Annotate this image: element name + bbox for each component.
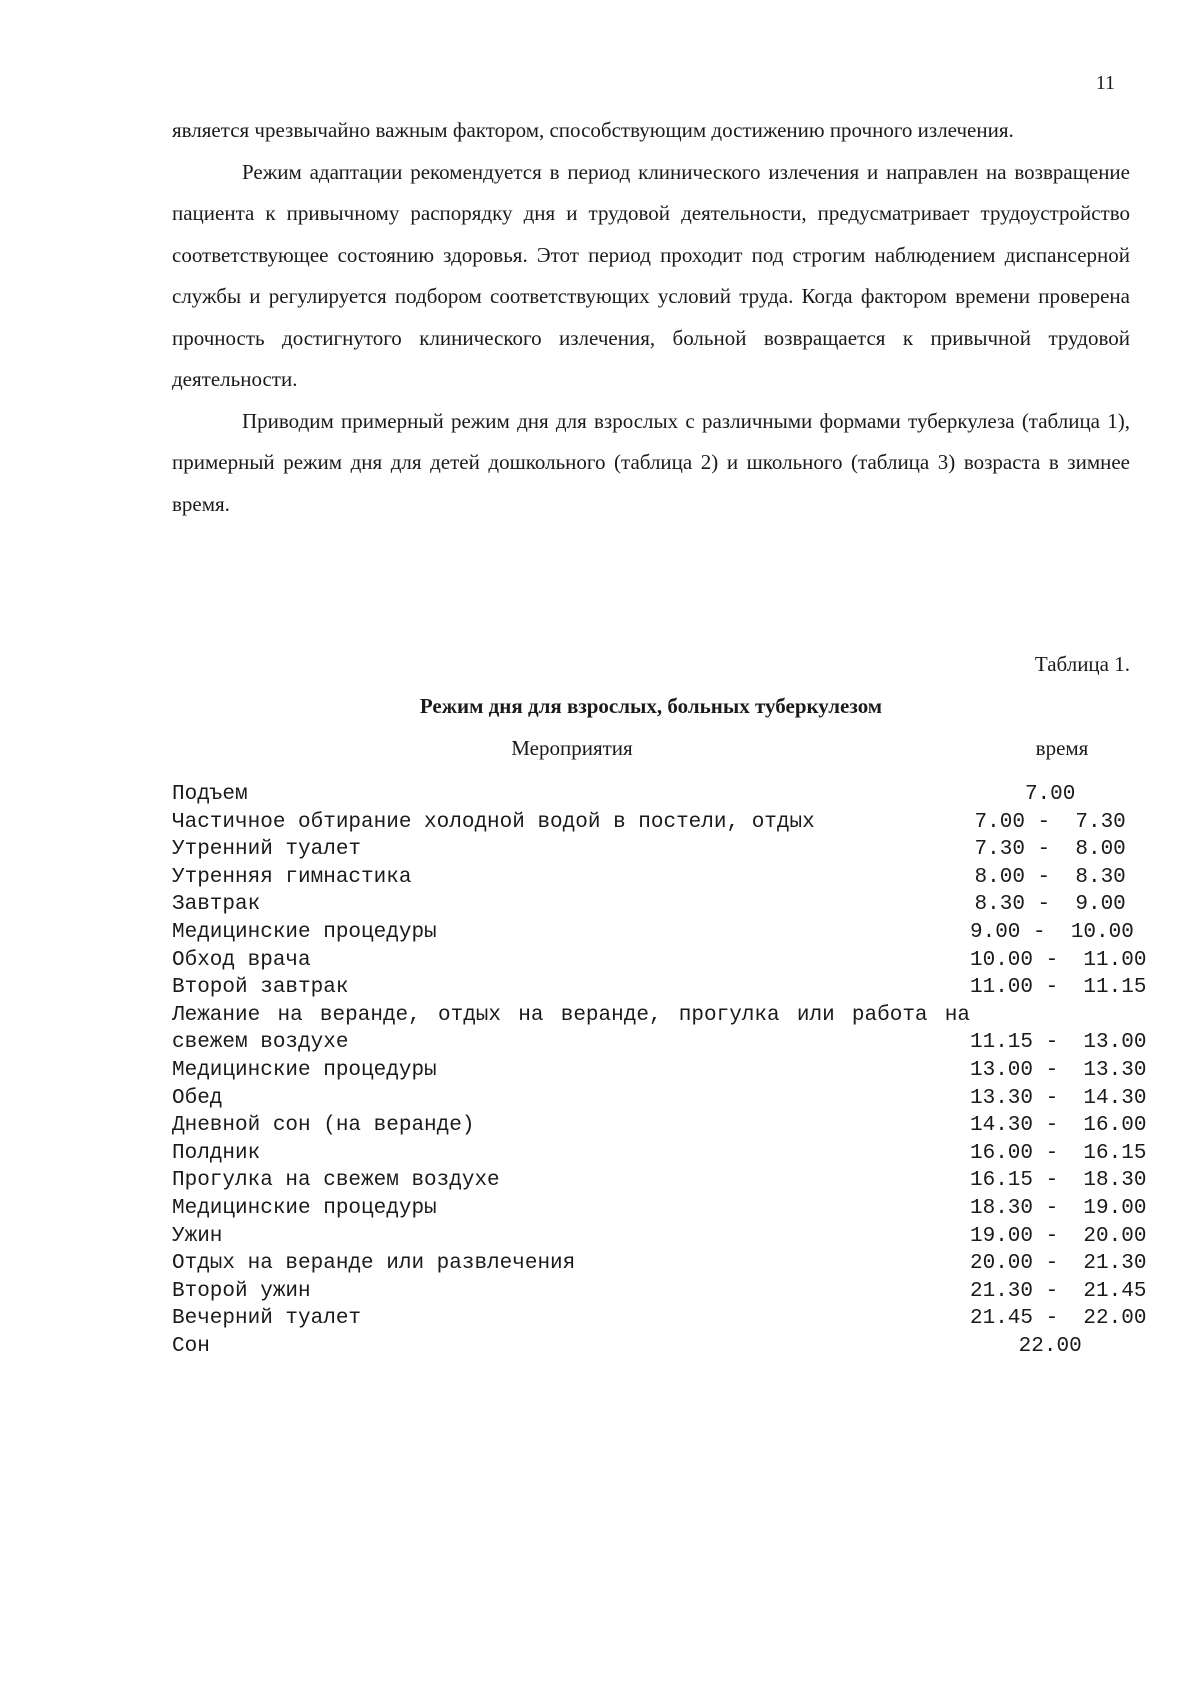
row-time: 11.15 - 13.00 [970, 1031, 1147, 1055]
row-activity: Лежание на веранде, отдых на веранде, прогулка или работа на свежем воздухе [172, 1003, 970, 1055]
row-activity: Прогулка на свежем воздухе [172, 1169, 500, 1193]
table-row [172, 974, 1147, 1002]
table-title: Режим дня для взрослых, больных туберкулезом [419, 694, 883, 718]
table-row [172, 1112, 1147, 1140]
row-activity: Подъем [172, 783, 248, 806]
header-activity: Мероприятия [511, 736, 633, 760]
table-row [172, 1140, 1147, 1168]
row-time: 18.30 - 19.00 [970, 1196, 1147, 1220]
row-activity: Медицинские процедуры [172, 1058, 437, 1082]
row-time: 21.30 - 21.45 [970, 1279, 1147, 1303]
schedule-table [172, 781, 1147, 1360]
row-time: 13.00 - 13.30 [970, 1058, 1147, 1082]
row-time: 19.00 - 20.00 [970, 1224, 1147, 1248]
row-time: 16.15 - 18.30 [970, 1169, 1147, 1193]
row-time: 16.00 - 16.15 [970, 1141, 1147, 1165]
row-activity: Медицинские процедуры [172, 1196, 437, 1220]
table-row [172, 1057, 1147, 1085]
row-time: 14.30 - 16.00 [970, 1114, 1147, 1138]
row-time: 8.30 - 9.00 [974, 893, 1126, 917]
row-time: 21.45 - 22.00 [970, 1307, 1147, 1331]
table-caption: Таблица 1. [1034, 652, 1130, 676]
paragraph-continuation: является чрезвычайно важным фактором, способствующим достижению прочного излечения. [172, 118, 1014, 142]
table-row [172, 1250, 1147, 1278]
table-row [172, 891, 1130, 919]
table-row [172, 1305, 1147, 1333]
table-row [172, 1195, 1147, 1223]
paragraph-schedule-intro: Приводим примерный режим дня для взрослых с различными формами туберкулеза (таблица 1), примерный режим дня для детей дошкольного (таблица 2) и школьного (таблица 3) возраста в зимнее время. [172, 408, 1130, 516]
row-activity: Отдых на веранде или развлечения [172, 1252, 576, 1276]
table-row [172, 1333, 1130, 1361]
row-time: 9.00 - 10.00 [970, 920, 1134, 944]
table-row [172, 836, 1130, 864]
table-row [172, 919, 1134, 947]
row-activity: Утренний туалет [172, 838, 362, 862]
row-activity: Утренняя гимнастика [172, 865, 412, 889]
table-row [172, 864, 1130, 892]
header-time: время [1035, 736, 1089, 760]
row-activity: Вечерний туалет [172, 1307, 362, 1331]
row-activity: Сон [172, 1334, 210, 1358]
page-number: 11 [1095, 72, 1115, 94]
row-activity: Полдник [172, 1141, 261, 1165]
row-activity: Медицинские процедуры [172, 920, 437, 944]
table-row [172, 1085, 1147, 1113]
body-text [172, 110, 1130, 525]
row-time: 22.00 [1018, 1334, 1082, 1358]
table-row [172, 1223, 1147, 1251]
row-time: 10.00 - 11.00 [970, 948, 1147, 972]
table-row [172, 781, 1130, 809]
table-row [172, 947, 1147, 975]
row-activity: Ужин [172, 1224, 223, 1248]
paragraph-adaptation-regime: Режим адаптации рекомендуется в период клинического излечения и направлен на возвращение пациента к привычному распорядку дня и трудовой деятельности, предусматривает трудоустройство соответствующее состоянию здоровья. Этот период проходит под строгим наблюдением диспансерной службы и регулируется подбором соответствующих условий труда. Когда фактором времени проверена прочность достигнутого клинического излечения, больной возвращается к привычной трудовой деятельности. [172, 159, 1130, 391]
row-time: 7.30 - 8.00 [974, 838, 1126, 862]
row-activity: Обед [172, 1086, 223, 1110]
row-time: 11.00 - 11.15 [970, 976, 1147, 1000]
table-row [172, 1278, 1147, 1306]
row-activity: Второй ужин [172, 1279, 311, 1303]
row-time: 7.00 [1024, 783, 1076, 806]
row-activity: Второй завтрак [172, 976, 349, 1000]
row-activity: Обход врача [172, 948, 311, 972]
table-row [172, 809, 1130, 837]
row-time: 7.00 - 7.30 [974, 810, 1126, 834]
row-activity: Завтрак [172, 893, 261, 917]
table-row [172, 1167, 1147, 1195]
row-time: 20.00 - 21.30 [970, 1252, 1147, 1276]
row-activity: Частичное обтирание холодной водой в постели, отдых [172, 810, 815, 834]
row-activity: Дневной сон (на веранде) [172, 1114, 475, 1138]
row-time: 13.30 - 14.30 [970, 1086, 1147, 1110]
table-row [172, 1002, 1147, 1057]
row-time: 8.00 - 8.30 [974, 865, 1126, 889]
